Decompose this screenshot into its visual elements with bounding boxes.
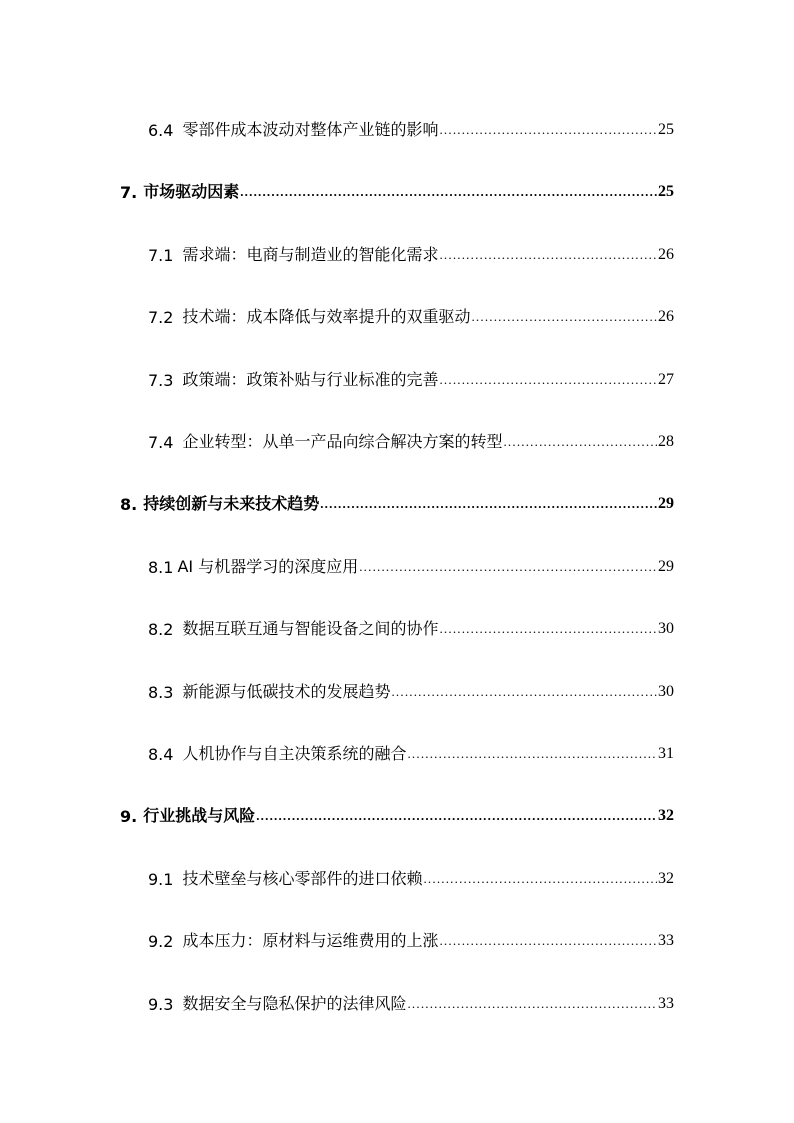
toc-entry-number: 7.4 xyxy=(148,433,174,452)
toc-entry-number: 9. xyxy=(120,807,138,826)
toc-entry-page-number: 29 xyxy=(658,495,674,512)
dot-leader xyxy=(439,248,657,265)
toc-entry-number: 9.2 xyxy=(148,932,174,951)
toc-entry-page-number: 30 xyxy=(658,683,674,700)
toc-entry-number: 7.1 xyxy=(148,246,174,265)
toc-entry-9[interactable] xyxy=(120,802,674,826)
dot-leader xyxy=(439,123,657,140)
toc-entry-number: 8.3 xyxy=(148,683,174,702)
toc-entry-page-number: 32 xyxy=(658,870,674,887)
toc-entry-title: 数据安全与隐私保护的法律风险 xyxy=(182,994,407,1013)
toc-entry-number: 7.3 xyxy=(148,371,174,390)
toc-entry-8-3[interactable] xyxy=(148,678,674,702)
toc-entry-page-number: 29 xyxy=(658,558,674,575)
toc-entry-number: 8.1 xyxy=(148,558,174,577)
toc-entry-title: 人机协作与自主决策系统的融合 xyxy=(182,744,407,763)
toc-entry-8-2[interactable] xyxy=(148,615,674,639)
toc-entry-9-2[interactable] xyxy=(148,927,674,951)
dot-leader xyxy=(439,622,657,639)
toc-entry-title: 成本压力：原材料与运维费用的上涨 xyxy=(182,931,439,950)
dot-leader xyxy=(439,373,657,390)
dot-leader xyxy=(439,934,657,951)
toc-entry-page-number: 33 xyxy=(658,995,674,1012)
toc-entry-7-4[interactable] xyxy=(148,428,674,452)
dot-leader xyxy=(320,497,657,514)
dot-leader xyxy=(503,435,657,452)
toc-entry-9-1[interactable] xyxy=(148,865,674,889)
toc-entry-title: 技术端：成本降低与效率提升的双重驱动 xyxy=(182,307,471,326)
toc-entry-page-number: 31 xyxy=(658,745,674,762)
dot-leader xyxy=(407,997,657,1014)
toc-entry-7[interactable] xyxy=(120,178,674,202)
dot-leader xyxy=(407,747,657,764)
dot-leader xyxy=(391,685,657,702)
toc-entry-title: 行业挑战与风险 xyxy=(143,806,256,825)
toc-entry-page-number: 26 xyxy=(658,246,674,263)
toc-entry-title: 持续创新与未来技术趋势 xyxy=(143,494,320,513)
toc-entry-title: 企业转型：从单一产品向综合解决方案的转型 xyxy=(182,432,503,451)
toc-entry-title: 需求端：电商与制造业的智能化需求 xyxy=(182,245,439,264)
toc-entry-title: 零部件成本波动对整体产业链的影响 xyxy=(182,120,439,139)
toc-entry-page-number: 33 xyxy=(658,932,674,949)
toc-entry-number: 7. xyxy=(120,183,138,202)
toc-entry-page-number: 32 xyxy=(658,807,674,824)
toc-entry-title: 新能源与低碳技术的发展趋势 xyxy=(182,682,391,701)
toc-entry-title: AI 与机器学习的深度应用 xyxy=(177,557,359,576)
dot-leader xyxy=(359,560,657,577)
toc-entry-number: 8.2 xyxy=(148,620,174,639)
toc-entry-page-number: 25 xyxy=(658,121,674,138)
toc-entry-number: 6.4 xyxy=(148,121,174,140)
toc-entry-number: 8. xyxy=(120,495,138,514)
toc-entry-page-number: 26 xyxy=(658,308,674,325)
toc-entry-title: 技术壁垒与核心零部件的进口依赖 xyxy=(182,869,423,888)
dot-leader xyxy=(256,809,657,826)
toc-entry-6-4[interactable] xyxy=(148,116,674,140)
toc-entry-7-3[interactable] xyxy=(148,366,674,390)
toc-entry-number: 9.3 xyxy=(148,995,174,1014)
dot-leader xyxy=(423,872,657,889)
toc-entry-7-2[interactable] xyxy=(148,303,674,327)
toc-entry-page-number: 25 xyxy=(658,183,674,200)
toc-entry-title: 市场驱动因素 xyxy=(143,182,240,201)
toc-entry-number: 7.2 xyxy=(148,308,174,327)
toc-entry-page-number: 28 xyxy=(658,433,674,450)
toc-entry-title: 数据互联互通与智能设备之间的协作 xyxy=(182,619,439,638)
toc-entry-8[interactable] xyxy=(120,490,674,514)
toc-entry-number: 9.1 xyxy=(148,870,174,889)
toc-entry-number: 8.4 xyxy=(148,745,174,764)
dot-leader xyxy=(471,310,657,327)
toc-entry-8-4[interactable] xyxy=(148,740,674,764)
toc-entry-page-number: 27 xyxy=(658,371,674,388)
toc-entry-page-number: 30 xyxy=(658,620,674,637)
toc-entry-7-1[interactable] xyxy=(148,241,674,265)
toc-entry-9-3[interactable] xyxy=(148,990,674,1014)
dot-leader xyxy=(240,185,657,202)
toc-entry-title: 政策端：政策补贴与行业标准的完善 xyxy=(182,370,439,389)
toc-entry-8-1[interactable] xyxy=(148,553,674,577)
